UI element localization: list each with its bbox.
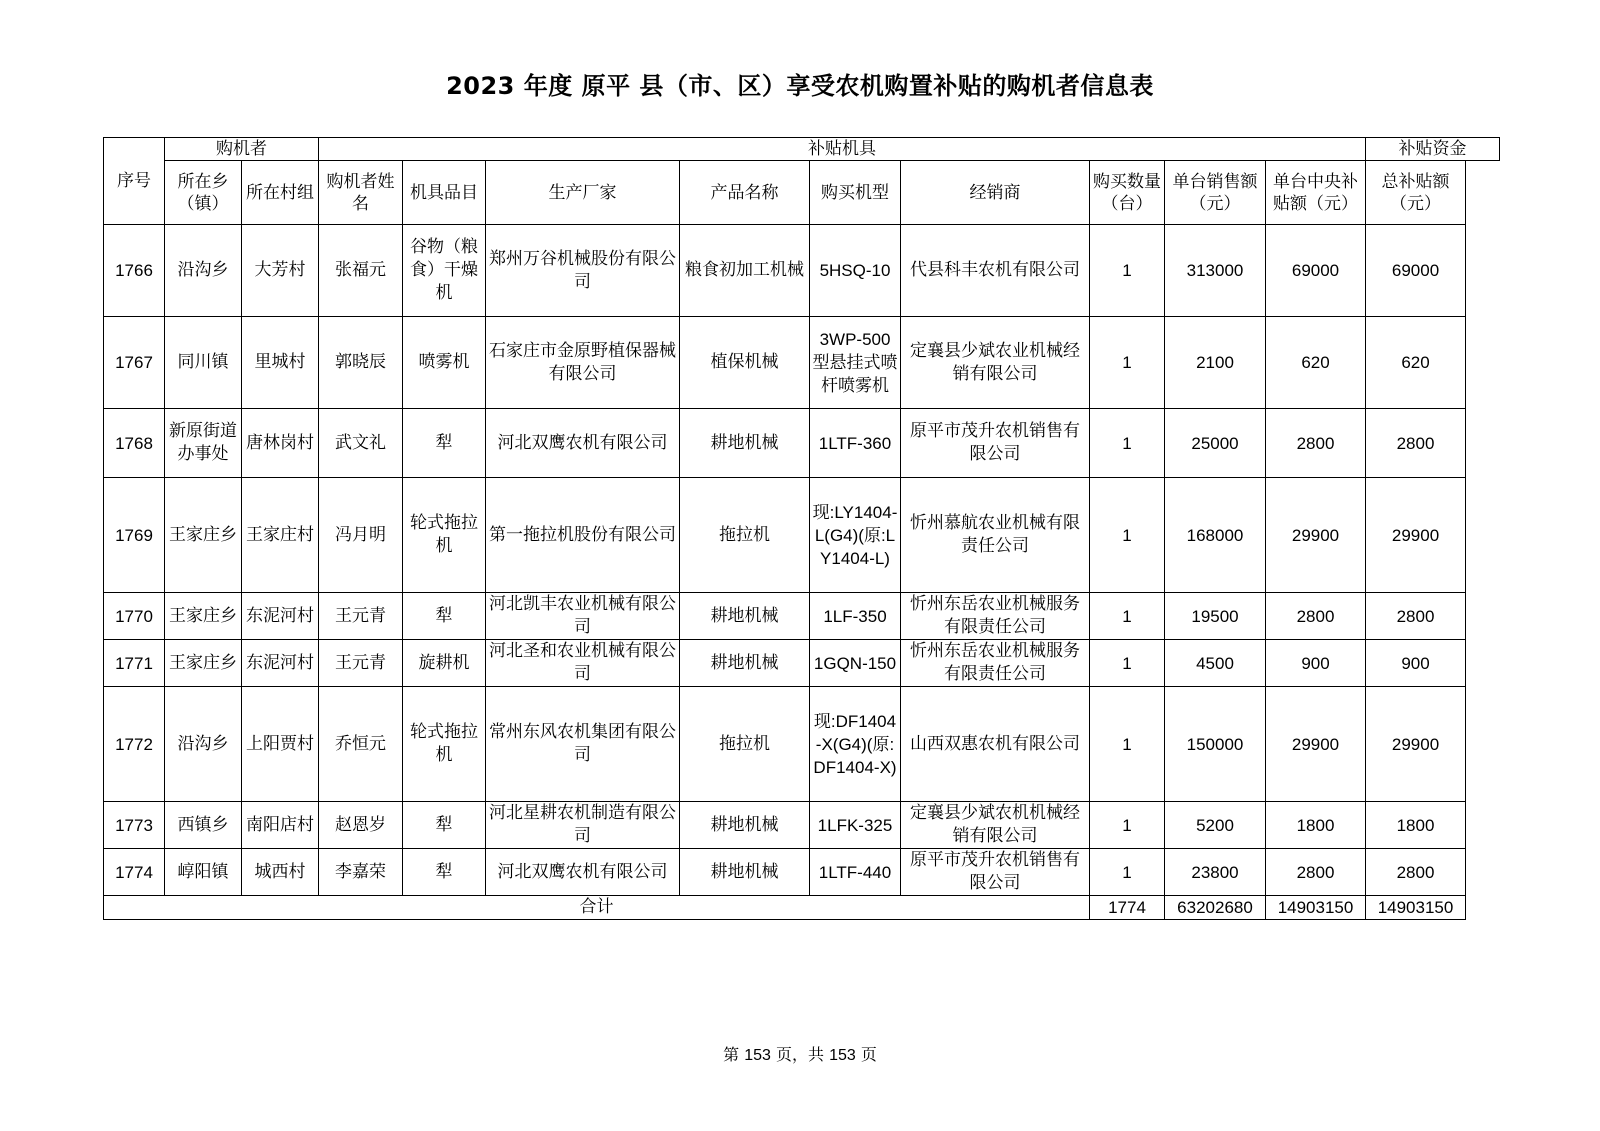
table-row bbox=[104, 687, 1500, 802]
cell-town: 新原街道办事处 bbox=[165, 409, 242, 478]
cell-category: 犁 bbox=[403, 849, 486, 896]
cell-qty: 1 bbox=[1090, 317, 1165, 409]
cell-model: 1LTF-360 bbox=[810, 409, 901, 478]
header-group-buyer: 购机者 bbox=[165, 138, 319, 161]
header-group-machine: 补贴机具 bbox=[319, 138, 1366, 161]
cell-central-subsidy: 2800 bbox=[1266, 849, 1366, 896]
cell-manufacturer: 常州东风农机集团有限公司 bbox=[486, 687, 680, 802]
header-group-funds: 补贴资金 bbox=[1366, 138, 1500, 161]
total-row bbox=[104, 896, 1500, 920]
cell-village: 南阳店村 bbox=[242, 802, 319, 849]
cell-total-subsidy: 1800 bbox=[1366, 802, 1466, 849]
cell-product: 植保机械 bbox=[680, 317, 810, 409]
cell-name: 王元青 bbox=[319, 640, 403, 687]
cell-model: 3WP-500型悬挂式喷杆喷雾机 bbox=[810, 317, 901, 409]
cell-seq: 1767 bbox=[104, 317, 165, 409]
cell-model: 1GQN-150 bbox=[810, 640, 901, 687]
cell-seq: 1766 bbox=[104, 225, 165, 317]
table-row bbox=[104, 478, 1500, 593]
header-seq: 序号 bbox=[104, 138, 165, 225]
cell-total-subsidy: 29900 bbox=[1366, 687, 1466, 802]
cell-product: 拖拉机 bbox=[680, 478, 810, 593]
cell-qty: 1 bbox=[1090, 849, 1165, 896]
cell-qty: 1 bbox=[1090, 225, 1165, 317]
cell-unit-price: 4500 bbox=[1165, 640, 1266, 687]
cell-qty: 1 bbox=[1090, 687, 1165, 802]
header-manufacturer: 生产厂家 bbox=[486, 161, 680, 225]
cell-unit-price: 2100 bbox=[1165, 317, 1266, 409]
cell-dealer: 定襄县少斌农业机械经销有限公司 bbox=[901, 317, 1090, 409]
header-category: 机具品目 bbox=[403, 161, 486, 225]
cell-name: 郭晓辰 bbox=[319, 317, 403, 409]
cell-dealer: 原平市茂升农机销售有限公司 bbox=[901, 409, 1090, 478]
cell-town: 同川镇 bbox=[165, 317, 242, 409]
cell-product: 粮食初加工机械 bbox=[680, 225, 810, 317]
cell-dealer: 代县科丰农机有限公司 bbox=[901, 225, 1090, 317]
cell-town: 王家庄乡 bbox=[165, 478, 242, 593]
cell-manufacturer: 河北星耕农机制造有限公司 bbox=[486, 802, 680, 849]
cell-category: 轮式拖拉机 bbox=[403, 687, 486, 802]
header-dealer: 经销商 bbox=[901, 161, 1090, 225]
cell-model: 1LTF-440 bbox=[810, 849, 901, 896]
cell-total-subsidy: 620 bbox=[1366, 317, 1466, 409]
cell-category: 犁 bbox=[403, 802, 486, 849]
header-qty: 购买数量（台） bbox=[1090, 161, 1165, 225]
total-total-subsidy: 14903150 bbox=[1366, 896, 1466, 920]
cell-category: 犁 bbox=[403, 593, 486, 640]
cell-seq: 1773 bbox=[104, 802, 165, 849]
total-central-subsidy: 14903150 bbox=[1266, 896, 1366, 920]
cell-name: 赵恩岁 bbox=[319, 802, 403, 849]
cell-central-subsidy: 620 bbox=[1266, 317, 1366, 409]
cell-product: 耕地机械 bbox=[680, 849, 810, 896]
cell-dealer: 忻州慕航农业机械有限责任公司 bbox=[901, 478, 1090, 593]
cell-product: 耕地机械 bbox=[680, 640, 810, 687]
footer-total-pages: 153 bbox=[829, 1047, 856, 1064]
cell-seq: 1771 bbox=[104, 640, 165, 687]
cell-qty: 1 bbox=[1090, 409, 1165, 478]
cell-town: 王家庄乡 bbox=[165, 593, 242, 640]
table-row bbox=[104, 409, 1500, 478]
cell-product: 拖拉机 bbox=[680, 687, 810, 802]
cell-model: 现:DF1404-X(G4)(原:DF1404-X) bbox=[810, 687, 901, 802]
cell-manufacturer: 河北双鹰农机有限公司 bbox=[486, 409, 680, 478]
cell-unit-price: 19500 bbox=[1165, 593, 1266, 640]
table-row bbox=[104, 317, 1500, 409]
cell-name: 张福元 bbox=[319, 225, 403, 317]
cell-seq: 1770 bbox=[104, 593, 165, 640]
cell-model: 1LF-350 bbox=[810, 593, 901, 640]
cell-unit-price: 168000 bbox=[1165, 478, 1266, 593]
header-central-subsidy: 单台中央补贴额（元） bbox=[1266, 161, 1366, 225]
cell-total-subsidy: 2800 bbox=[1366, 593, 1466, 640]
cell-unit-price: 25000 bbox=[1165, 409, 1266, 478]
cell-total-subsidy: 900 bbox=[1366, 640, 1466, 687]
cell-product: 耕地机械 bbox=[680, 593, 810, 640]
page-footer bbox=[0, 1042, 1600, 1065]
cell-name: 武文礼 bbox=[319, 409, 403, 478]
cell-manufacturer: 河北圣和农业机械有限公司 bbox=[486, 640, 680, 687]
cell-seq: 1769 bbox=[104, 478, 165, 593]
footer-page-number: 153 bbox=[744, 1047, 771, 1064]
cell-village: 东泥河村 bbox=[242, 640, 319, 687]
table-row bbox=[104, 593, 1500, 640]
cell-manufacturer: 第一拖拉机股份有限公司 bbox=[486, 478, 680, 593]
table-row bbox=[104, 225, 1500, 317]
cell-village: 上阳贾村 bbox=[242, 687, 319, 802]
cell-dealer: 忻州东岳农业机械服务有限责任公司 bbox=[901, 640, 1090, 687]
cell-name: 李嘉荣 bbox=[319, 849, 403, 896]
cell-town: 王家庄乡 bbox=[165, 640, 242, 687]
cell-category: 喷雾机 bbox=[403, 317, 486, 409]
cell-category: 轮式拖拉机 bbox=[403, 478, 486, 593]
cell-dealer: 定襄县少斌农机机械经销有限公司 bbox=[901, 802, 1090, 849]
total-unit-price: 63202680 bbox=[1165, 896, 1266, 920]
header-model: 购买机型 bbox=[810, 161, 901, 225]
header-village: 所在村组 bbox=[242, 161, 319, 225]
cell-model: 1LFK-325 bbox=[810, 802, 901, 849]
total-qty: 1774 bbox=[1090, 896, 1165, 920]
cell-total-subsidy: 69000 bbox=[1366, 225, 1466, 317]
cell-central-subsidy: 2800 bbox=[1266, 409, 1366, 478]
cell-qty: 1 bbox=[1090, 593, 1165, 640]
cell-manufacturer: 河北双鹰农机有限公司 bbox=[486, 849, 680, 896]
cell-name: 乔恒元 bbox=[319, 687, 403, 802]
cell-category: 谷物（粮食）干燥机 bbox=[403, 225, 486, 317]
cell-village: 王家庄村 bbox=[242, 478, 319, 593]
cell-name: 冯月明 bbox=[319, 478, 403, 593]
cell-town: 崞阳镇 bbox=[165, 849, 242, 896]
cell-central-subsidy: 29900 bbox=[1266, 478, 1366, 593]
cell-manufacturer: 郑州万谷机械股份有限公司 bbox=[486, 225, 680, 317]
cell-central-subsidy: 900 bbox=[1266, 640, 1366, 687]
cell-product: 耕地机械 bbox=[680, 802, 810, 849]
subsidy-table bbox=[103, 137, 1500, 920]
cell-dealer: 原平市茂升农机销售有限公司 bbox=[901, 849, 1090, 896]
cell-total-subsidy: 2800 bbox=[1366, 849, 1466, 896]
cell-town: 沿沟乡 bbox=[165, 687, 242, 802]
footer-prefix: 第 bbox=[723, 1045, 740, 1064]
cell-manufacturer: 石家庄市金原野植保器械有限公司 bbox=[486, 317, 680, 409]
cell-town: 西镇乡 bbox=[165, 802, 242, 849]
cell-central-subsidy: 69000 bbox=[1266, 225, 1366, 317]
cell-name: 王元青 bbox=[319, 593, 403, 640]
cell-model: 现:LY1404-L(G4)(原:LY1404-L) bbox=[810, 478, 901, 593]
footer-middle: 页，共 bbox=[775, 1045, 824, 1064]
cell-manufacturer: 河北凯丰农业机械有限公司 bbox=[486, 593, 680, 640]
header-product: 产品名称 bbox=[680, 161, 810, 225]
cell-town: 沿沟乡 bbox=[165, 225, 242, 317]
cell-village: 里城村 bbox=[242, 317, 319, 409]
cell-model: 5HSQ-10 bbox=[810, 225, 901, 317]
cell-village: 大芳村 bbox=[242, 225, 319, 317]
total-label: 合计 bbox=[104, 896, 1090, 920]
cell-qty: 1 bbox=[1090, 478, 1165, 593]
header-name: 购机者姓名 bbox=[319, 161, 403, 225]
footer-suffix: 页 bbox=[860, 1045, 877, 1064]
cell-dealer: 忻州东岳农业机械服务有限责任公司 bbox=[901, 593, 1090, 640]
cell-product: 耕地机械 bbox=[680, 409, 810, 478]
cell-central-subsidy: 1800 bbox=[1266, 802, 1366, 849]
cell-qty: 1 bbox=[1090, 640, 1165, 687]
cell-dealer: 山西双惠农机有限公司 bbox=[901, 687, 1090, 802]
cell-unit-price: 313000 bbox=[1165, 225, 1266, 317]
cell-category: 旋耕机 bbox=[403, 640, 486, 687]
page-title: 2023 年度 原平 县（市、区）享受农机购置补贴的购机者信息表 bbox=[446, 72, 1154, 100]
cell-central-subsidy: 29900 bbox=[1266, 687, 1366, 802]
cell-village: 东泥河村 bbox=[242, 593, 319, 640]
cell-category: 犁 bbox=[403, 409, 486, 478]
cell-qty: 1 bbox=[1090, 802, 1165, 849]
cell-total-subsidy: 2800 bbox=[1366, 409, 1466, 478]
cell-total-subsidy: 29900 bbox=[1366, 478, 1466, 593]
table-row bbox=[104, 640, 1500, 687]
cell-village: 唐林岗村 bbox=[242, 409, 319, 478]
cell-unit-price: 23800 bbox=[1165, 849, 1266, 896]
cell-unit-price: 150000 bbox=[1165, 687, 1266, 802]
cell-central-subsidy: 2800 bbox=[1266, 593, 1366, 640]
header-total-subsidy: 总补贴额（元） bbox=[1366, 161, 1466, 225]
table-row bbox=[104, 849, 1500, 896]
header-unit-price: 单台销售额（元） bbox=[1165, 161, 1266, 225]
cell-seq: 1768 bbox=[104, 409, 165, 478]
cell-village: 城西村 bbox=[242, 849, 319, 896]
cell-unit-price: 5200 bbox=[1165, 802, 1266, 849]
header-town: 所在乡（镇） bbox=[165, 161, 242, 225]
cell-seq: 1772 bbox=[104, 687, 165, 802]
table-row bbox=[104, 802, 1500, 849]
cell-seq: 1774 bbox=[104, 849, 165, 896]
